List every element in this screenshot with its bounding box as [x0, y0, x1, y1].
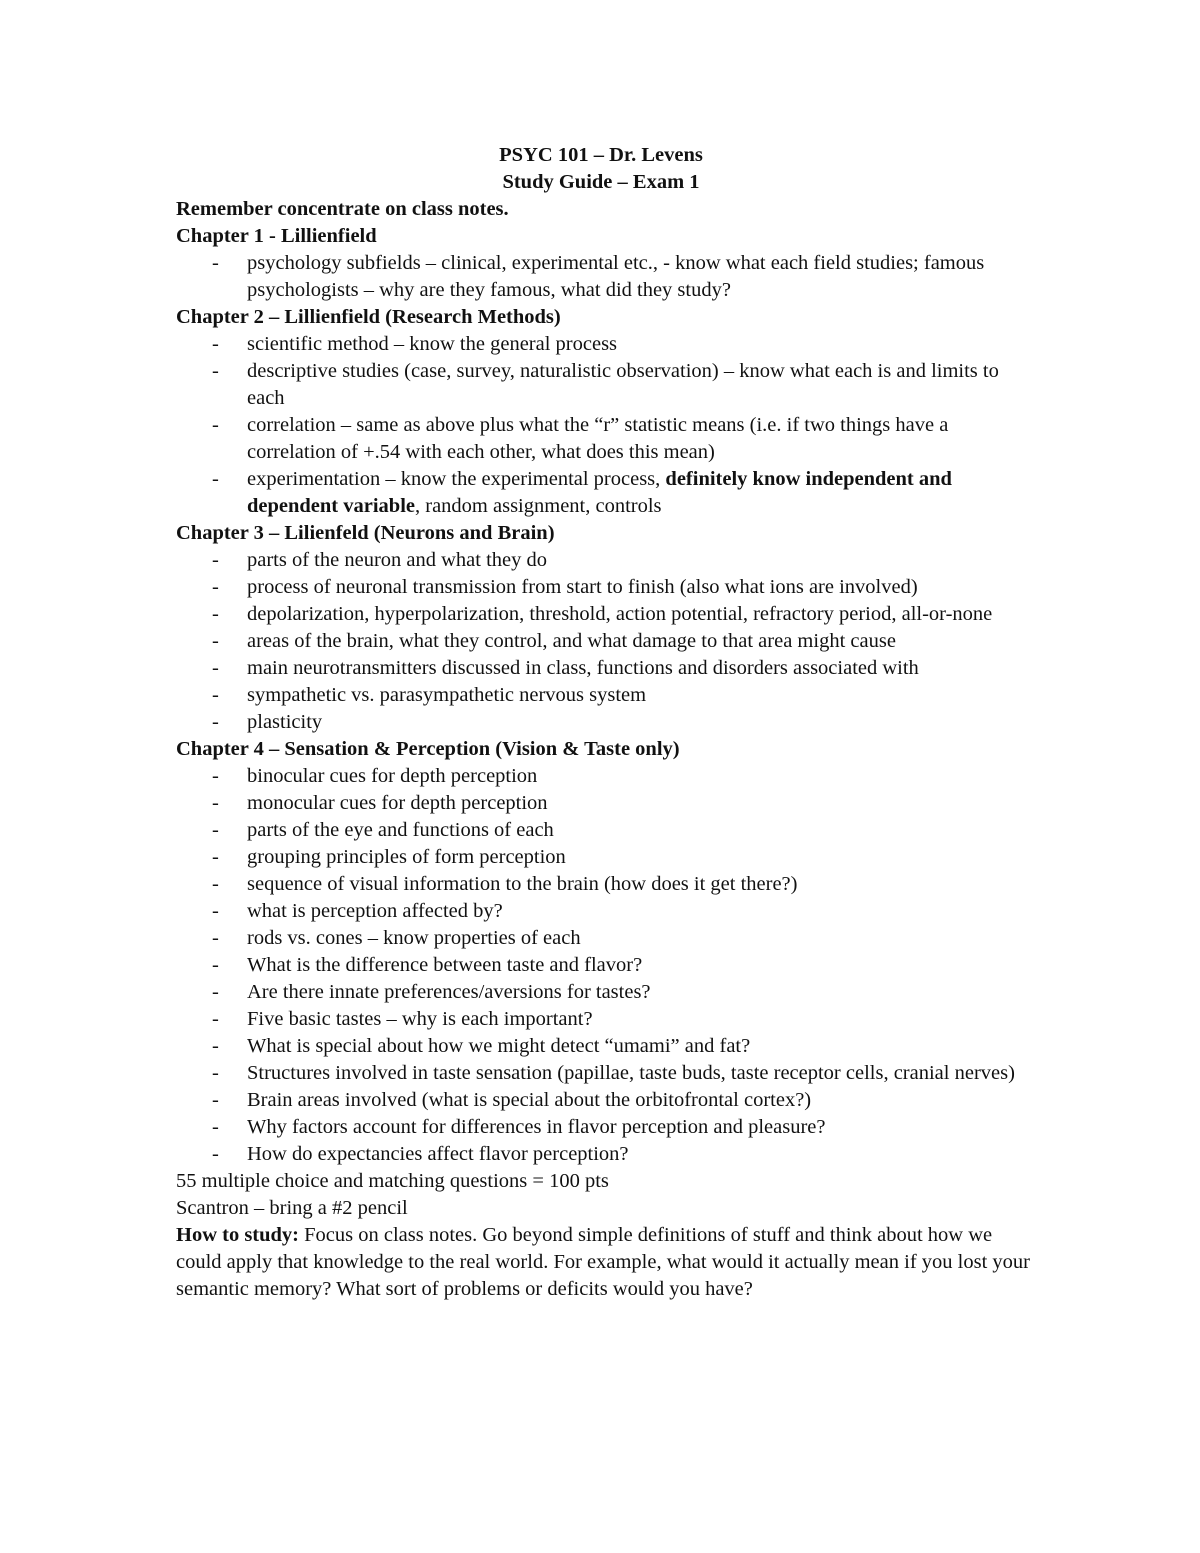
- list-item: - areas of the brain, what they control, and what damage to that area might cause: [176, 628, 1036, 655]
- chapter-2-heading: Chapter 2 – Lillienfield (Research Methods): [176, 306, 561, 328]
- list-item: - parts of the neuron and what they do: [176, 547, 1036, 574]
- list-item: - experimentation – know the experimental process, definitely know independent and dependent variable, random assignment, controls: [212, 468, 952, 517]
- list-item: - main neurotransmitters discussed in class, functions and disorders associated with: [176, 655, 1036, 682]
- list-item: - Structures involved in taste sensation (papillae, taste buds, taste receptor cells, cranial nerves): [176, 1060, 1036, 1087]
- bullet-dash: -: [212, 819, 219, 841]
- emphasis-text: definitely know independent and dependent variable: [247, 468, 952, 517]
- list-item: - sequence of visual information to the brain (how does it get there?): [176, 871, 1036, 898]
- bullet-dash: -: [212, 1116, 219, 1138]
- chapter-2-list: [176, 331, 1036, 520]
- list-item: - How do expectancies affect flavor perception?: [176, 1141, 1036, 1168]
- document-subtitle: Study Guide – Exam 1: [502, 171, 700, 193]
- study-advice: [176, 1222, 1036, 1303]
- list-item: - parts of the eye and functions of each: [176, 817, 1036, 844]
- bullet-dash: -: [212, 657, 219, 679]
- bullet-dash: -: [212, 900, 219, 922]
- bullet-dash: -: [212, 954, 219, 976]
- study-label: How to study:: [176, 1224, 300, 1246]
- list-item: - grouping principles of form perception: [176, 844, 1036, 871]
- bullet-dash: -: [212, 468, 219, 490]
- bullet-dash: -: [212, 1062, 219, 1084]
- bullet-dash: -: [212, 630, 219, 652]
- list-item: - descriptive studies (case, survey, naturalistic observation) – know what each is and limits to each: [212, 360, 999, 409]
- bullet-dash: -: [212, 549, 219, 571]
- bullet-dash: -: [212, 711, 219, 733]
- bullet-dash: -: [212, 576, 219, 598]
- document-page: [176, 142, 1036, 1303]
- bullet-dash: -: [212, 1089, 219, 1111]
- bullet-dash: -: [212, 846, 219, 868]
- bullet-dash: -: [212, 1143, 219, 1165]
- list-item: - plasticity: [176, 709, 1036, 736]
- document-title: PSYC 101 – Dr. Levens: [499, 144, 703, 166]
- list-item: - correlation – same as above plus what the “r” statistic means (i.e. if two things have a correlation of +.54 with each other, what does this mean): [212, 414, 949, 463]
- list-item: - scientific method – know the general process: [176, 331, 1036, 358]
- exam-format: 55 multiple choice and matching questions = 100 pts: [176, 1170, 609, 1192]
- list-item: - What is special about how we might detect “umami” and fat?: [176, 1033, 1036, 1060]
- bullet-dash: -: [212, 603, 219, 625]
- list-item: - Five basic tastes – why is each important?: [176, 1006, 1036, 1033]
- study-text: Focus on class notes. Go beyond simple definitions of stuff and think about how we could apply that knowledge to the real world. For example, what would it actually mean if you lost your semantic memory? What sort of problems or deficits would you have?: [176, 1224, 1030, 1300]
- bullet-dash: -: [212, 792, 219, 814]
- bullet-dash: -: [212, 414, 219, 436]
- scantron-note: Scantron – bring a #2 pencil: [176, 1197, 408, 1219]
- list-item: - Brain areas involved (what is special about the orbitofrontal cortex?): [176, 1087, 1036, 1114]
- list-item: - monocular cues for depth perception: [176, 790, 1036, 817]
- list-item: - Why factors account for differences in flavor perception and pleasure?: [176, 1114, 1036, 1141]
- bullet-dash: -: [212, 981, 219, 1003]
- list-item: - process of neuronal transmission from start to finish (also what ions are involved): [176, 574, 1036, 601]
- bullet-dash: -: [212, 333, 219, 355]
- list-item: - Are there innate preferences/aversions for tastes?: [176, 979, 1036, 1006]
- list-item: - rods vs. cones – know properties of each: [176, 925, 1036, 952]
- bullet-dash: -: [212, 1035, 219, 1057]
- bullet-dash: -: [212, 684, 219, 706]
- reminder-note: Remember concentrate on class notes.: [176, 198, 509, 220]
- bullet-dash: -: [212, 1008, 219, 1030]
- bullet-dash: -: [212, 927, 219, 949]
- chapter-3-heading: Chapter 3 – Lilienfeld (Neurons and Brain): [176, 522, 555, 544]
- chapter-1-list: [176, 250, 1036, 304]
- bullet-dash: -: [212, 252, 219, 274]
- chapter-1-heading: Chapter 1 - Lillienfield: [176, 225, 377, 247]
- list-item: - psychology subfields – clinical, experimental etc., - know what each field studies; famous psychologists – why are they famous, what did they study?: [212, 252, 985, 301]
- list-item: - what is perception affected by?: [176, 898, 1036, 925]
- chapter-3-list: [176, 547, 1036, 736]
- chapter-4-heading: Chapter 4 – Sensation & Perception (Vision & Taste only): [176, 738, 680, 760]
- chapter-4-list: [176, 763, 1036, 1168]
- list-item: - sympathetic vs. parasympathetic nervous system: [176, 682, 1036, 709]
- list-item: - binocular cues for depth perception: [176, 763, 1036, 790]
- list-item: - depolarization, hyperpolarization, threshold, action potential, refractory period, all-or-none: [176, 601, 1036, 628]
- list-item: - What is the difference between taste and flavor?: [176, 952, 1036, 979]
- bullet-dash: -: [212, 360, 219, 382]
- bullet-dash: -: [212, 873, 219, 895]
- bullet-dash: -: [212, 765, 219, 787]
